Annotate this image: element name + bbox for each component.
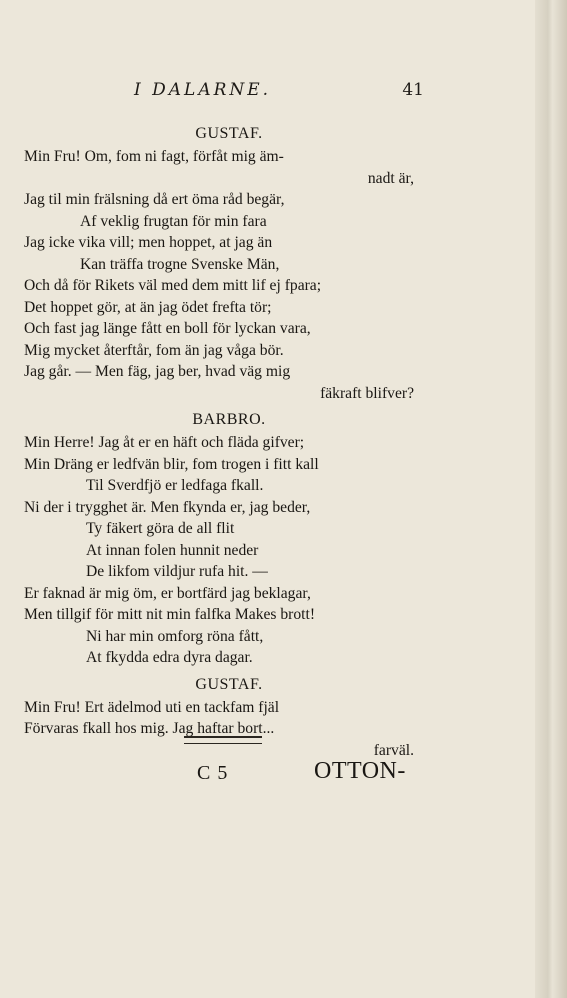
verse-line: Af veklig frugtan för min fara	[80, 212, 267, 230]
verse-line: Och då för Rikets väl med dem mitt lif ej fpara;	[24, 277, 322, 294]
running-title: I DALARNE.	[134, 80, 272, 100]
catchword: OTTON-	[314, 758, 406, 784]
verse-line: Mig mycket återftår, fom än jag våga bör.	[24, 341, 284, 359]
verse-line: Ni har min omforg röna fått,	[86, 627, 264, 645]
verse-line: Er faknad är mig öm, er bortfärd jag beklagar,	[24, 584, 311, 602]
page-edge	[535, 0, 567, 998]
page-number: 41	[402, 80, 424, 100]
verse-line: Til Sverdfjö er ledfaga fkall.	[86, 477, 264, 494]
verse-line: Min Fru! Om, fom ni fagt, förfåt mig äm-	[24, 148, 284, 165]
verse-line: fäkraft blifver?	[320, 384, 414, 402]
verse-line: nadt är,	[367, 169, 414, 187]
verse-line: Kan träffa trogne Svenske Män,	[80, 255, 280, 273]
verse-line: De likfom vildjur rufa hit. —	[86, 563, 268, 580]
verse-line: Ni der i trygghet är. Men fkynda er, jag beder,	[24, 498, 311, 516]
verse-line: Jag icke vika vill; men hoppet, at jag än	[24, 234, 273, 251]
verse-line: Och fast jag länge fått en boll för lyckan vara,	[24, 320, 311, 337]
verse-line: Min Fru! Ert ädelmod uti en tackfam fjäl	[24, 698, 280, 716]
verse-line: farväl.	[373, 741, 414, 759]
speaker-name: BARBRO.	[192, 411, 266, 428]
speaker-name: GUSTAF.	[195, 675, 263, 693]
verse-line: Jag til min frälsning då ert öma råd begär,	[24, 191, 285, 208]
verse-line: Ty fäkert göra de all flit	[86, 520, 235, 537]
verse-line: Min Herre! Jag åt er en häft och fläda gifver;	[24, 434, 305, 451]
speaker-name: GUSTAF.	[195, 125, 263, 142]
verse-line: Jag går. — Men fäg, jag ber, hvad väg mig	[24, 363, 291, 380]
verse-line: Det hoppet gör, at än jag ödet frefta tör;	[24, 298, 272, 316]
verse-line: Förvaras fkall hos mig. Jag haftar bort...	[24, 720, 275, 737]
verse-line: At innan folen hunnit neder	[86, 541, 259, 559]
signature-mark: C 5	[197, 762, 229, 784]
verse-line: At fkydda edra dyra dagar.	[86, 649, 253, 666]
verse-line: Min Dräng er ledfvän blir, fom trogen i fitt kall	[24, 455, 319, 473]
page-header	[134, 80, 424, 104]
play-text	[24, 118, 434, 761]
verse-line: Men tillgif för mitt nit min falfka Makes brott!	[24, 606, 316, 623]
decorative-rule	[184, 736, 262, 744]
